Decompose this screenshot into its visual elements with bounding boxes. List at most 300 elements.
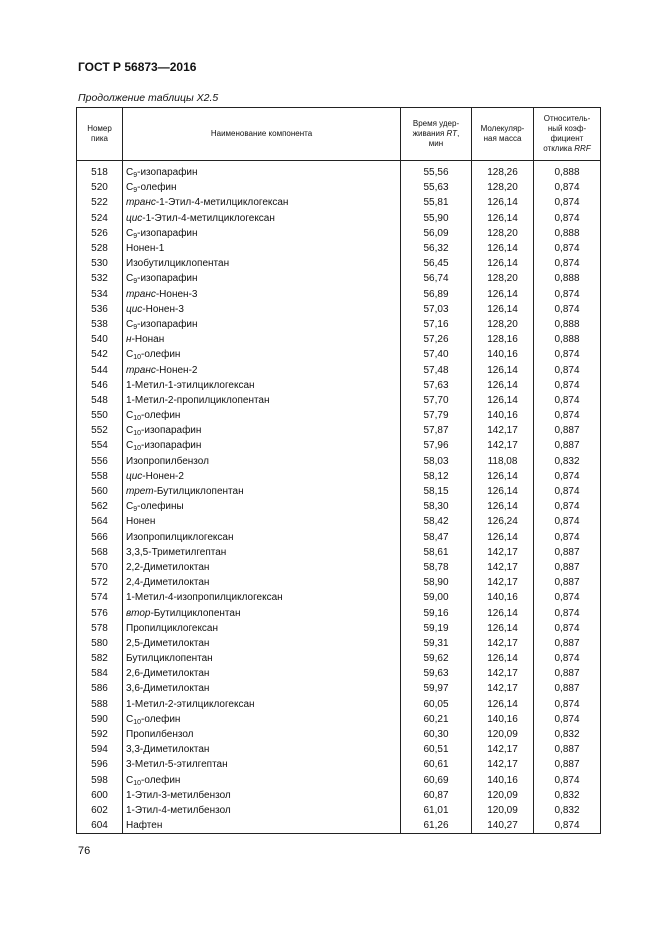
cell-component-name [123, 438, 401, 453]
name-plain: 3-Метил-5-этилгептан [126, 759, 228, 771]
table-row [77, 742, 601, 757]
name-formula-subscript: 9 [133, 506, 138, 514]
cell-peak-number: 548 [77, 393, 123, 408]
cell-molecular-mass: 126,14 [472, 469, 534, 484]
name-plain: Бутилциклопентан [126, 653, 213, 665]
name-formula-subscript: 9 [133, 172, 138, 180]
name-plain: 1-Метил-1-этилциклогексан [126, 379, 255, 391]
cell-rrf: 0,874 [534, 712, 601, 727]
cell-rrf: 0,874 [534, 499, 601, 514]
table-row [77, 408, 601, 423]
name-rest: -изопарафин [137, 227, 198, 239]
cell-rrf: 0,888 [534, 317, 601, 332]
cell-retention-time: 57,40 [401, 347, 472, 362]
name-rest: -Нонен-3 [155, 288, 198, 300]
name-plain: 1-Этил-3-метилбензол [126, 789, 231, 801]
rt-line-3: мин [428, 139, 444, 148]
name-plain: 3,3-Диметилоктан [126, 744, 210, 756]
cell-rrf: 0,874 [534, 211, 601, 226]
table-row [77, 757, 601, 772]
name-prefix-italic: транс [126, 197, 156, 209]
name-prefix-italic: цис [126, 303, 143, 315]
table-row [77, 575, 601, 590]
cell-peak-number: 536 [77, 302, 123, 317]
page-number: 76 [78, 845, 91, 857]
cell-rrf: 0,887 [534, 757, 601, 772]
cell-molecular-mass: 142,17 [472, 423, 534, 438]
cell-molecular-mass: 128,20 [472, 226, 534, 241]
name-rest: -изопарафин [141, 440, 202, 452]
cell-rrf: 0,887 [534, 423, 601, 438]
name-plain: Пропилбензол [126, 729, 194, 741]
name-plain: 3,6-Диметилоктан [126, 683, 210, 695]
cell-rrf: 0,874 [534, 256, 601, 271]
cell-molecular-mass: 120,09 [472, 788, 534, 803]
name-plain: 1-Этил-4-метилбензол [126, 804, 231, 816]
table-row [77, 211, 601, 226]
cell-molecular-mass: 142,17 [472, 757, 534, 772]
cell-peak-number: 556 [77, 454, 123, 469]
cell-retention-time: 55,81 [401, 195, 472, 210]
cell-component-name [123, 803, 401, 818]
cell-retention-time: 58,12 [401, 469, 472, 484]
cell-peak-number: 580 [77, 636, 123, 651]
cell-component-name [123, 347, 401, 362]
name-plain: Изобутилциклопентан [126, 258, 230, 270]
name-formula-subscript: 10 [133, 430, 142, 438]
document-title: ГОСТ Р 56873—2016 [78, 60, 197, 74]
cell-peak-number: 582 [77, 651, 123, 666]
table-row [77, 666, 601, 681]
rt-italic: RT [446, 129, 458, 138]
cell-rrf: 0,874 [534, 393, 601, 408]
cell-component-name [123, 226, 401, 241]
cell-retention-time: 57,03 [401, 302, 472, 317]
name-formula-base: C [126, 318, 134, 330]
name-plain: 1-Метил-2-этилциклогексан [126, 698, 255, 710]
cell-molecular-mass: 128,26 [472, 161, 534, 181]
cell-peak-number: 558 [77, 469, 123, 484]
cell-molecular-mass: 126,14 [472, 605, 534, 620]
cell-retention-time: 59,16 [401, 605, 472, 620]
cell-molecular-mass: 126,14 [472, 256, 534, 271]
cell-peak-number: 562 [77, 499, 123, 514]
name-prefix-italic: цис [126, 212, 143, 224]
cell-retention-time: 56,45 [401, 256, 472, 271]
cell-component-name [123, 469, 401, 484]
table-row [77, 454, 601, 469]
rrf-line-4a: отклика [543, 144, 575, 153]
cell-peak-number: 590 [77, 712, 123, 727]
cell-rrf: 0,874 [534, 530, 601, 545]
name-plain: Нафтен [126, 820, 163, 832]
cell-component-name [123, 818, 401, 834]
rt-line-2b: , [457, 129, 460, 138]
cell-component-name [123, 287, 401, 302]
name-rest: -олефин [141, 713, 181, 725]
cell-molecular-mass: 142,17 [472, 681, 534, 696]
cell-peak-number: 534 [77, 287, 123, 302]
cell-molecular-mass: 140,16 [472, 347, 534, 362]
name-rest: -Бутилциклопентан [153, 486, 244, 498]
cell-molecular-mass: 142,17 [472, 545, 534, 560]
rt-line-2a: живания [412, 129, 447, 138]
cell-molecular-mass: 126,14 [472, 530, 534, 545]
cell-component-name [123, 211, 401, 226]
cell-molecular-mass: 142,17 [472, 560, 534, 575]
name-prefix-italic: транс [126, 288, 156, 300]
table-row [77, 818, 601, 834]
cell-component-name [123, 302, 401, 317]
cell-rrf: 0,888 [534, 271, 601, 286]
mass-line-1: Молекуляр- [480, 124, 525, 133]
header-peak-number: Номер пика [77, 108, 123, 161]
cell-rrf: 0,874 [534, 621, 601, 636]
cell-molecular-mass: 128,20 [472, 317, 534, 332]
name-prefix-italic: цис [126, 470, 143, 482]
name-plain: Изопропилциклогексан [126, 531, 234, 543]
name-prefix-italic: втор [126, 607, 151, 619]
name-formula-base: C [126, 273, 134, 285]
table-caption [78, 92, 218, 104]
cell-retention-time: 55,63 [401, 180, 472, 195]
cell-molecular-mass: 126,14 [472, 651, 534, 666]
cell-rrf: 0,874 [534, 469, 601, 484]
cell-peak-number: 566 [77, 530, 123, 545]
cell-molecular-mass: 140,16 [472, 773, 534, 788]
cell-peak-number: 538 [77, 317, 123, 332]
cell-component-name [123, 180, 401, 195]
cell-retention-time: 58,61 [401, 545, 472, 560]
table-row [77, 499, 601, 514]
cell-peak-number: 564 [77, 514, 123, 529]
cell-component-name [123, 651, 401, 666]
cell-molecular-mass: 120,09 [472, 727, 534, 742]
name-rest: -Нонен-2 [155, 364, 198, 376]
cell-rrf: 0,887 [534, 545, 601, 560]
cell-molecular-mass: 140,16 [472, 408, 534, 423]
cell-peak-number: 570 [77, 560, 123, 575]
name-plain: Нонен [126, 516, 156, 528]
cell-component-name [123, 408, 401, 423]
cell-component-name [123, 727, 401, 742]
cell-molecular-mass: 120,09 [472, 803, 534, 818]
cell-peak-number: 532 [77, 271, 123, 286]
caption-prefix: Продолжение таблицы [78, 92, 197, 104]
cell-component-name [123, 271, 401, 286]
cell-component-name [123, 393, 401, 408]
name-formula-subscript: 10 [133, 718, 142, 726]
cell-component-name [123, 605, 401, 620]
name-plain: 1-Метил-2-пропилциклопентан [126, 394, 270, 406]
cell-retention-time: 59,63 [401, 666, 472, 681]
name-formula-subscript: 9 [133, 278, 138, 286]
cell-retention-time: 60,05 [401, 697, 472, 712]
cell-retention-time: 60,61 [401, 757, 472, 772]
cell-rrf: 0,888 [534, 161, 601, 181]
cell-rrf: 0,874 [534, 818, 601, 834]
name-rest: -олефины [137, 501, 184, 513]
table-row [77, 530, 601, 545]
cell-molecular-mass: 126,14 [472, 241, 534, 256]
name-plain: 2,2-Диметилоктан [126, 561, 210, 573]
cell-rrf: 0,887 [534, 636, 601, 651]
cell-rrf: 0,887 [534, 560, 601, 575]
cell-peak-number: 540 [77, 332, 123, 347]
table-row [77, 271, 601, 286]
table-row [77, 636, 601, 651]
cell-rrf: 0,832 [534, 727, 601, 742]
name-rest: -олефин [141, 349, 181, 361]
cell-molecular-mass: 140,16 [472, 590, 534, 605]
table-row [77, 803, 601, 818]
cell-molecular-mass: 140,16 [472, 712, 534, 727]
name-plain: Пропилциклогексан [126, 622, 219, 634]
cell-molecular-mass: 126,14 [472, 393, 534, 408]
name-rest: -олефин [137, 182, 177, 194]
cell-rrf: 0,874 [534, 651, 601, 666]
table-row [77, 727, 601, 742]
cell-retention-time: 57,87 [401, 423, 472, 438]
cell-component-name [123, 742, 401, 757]
cell-rrf: 0,832 [534, 454, 601, 469]
cell-molecular-mass: 142,17 [472, 575, 534, 590]
name-rest: -Нонен-3 [142, 303, 184, 315]
cell-rrf: 0,874 [534, 241, 601, 256]
cell-component-name [123, 575, 401, 590]
cell-retention-time: 57,96 [401, 438, 472, 453]
table-row [77, 514, 601, 529]
cell-retention-time: 61,26 [401, 818, 472, 834]
table-row [77, 256, 601, 271]
rrf-line-1: Относитель- [543, 114, 591, 123]
cell-peak-number: 604 [77, 818, 123, 834]
cell-retention-time: 56,74 [401, 271, 472, 286]
cell-retention-time: 57,79 [401, 408, 472, 423]
cell-molecular-mass: 128,20 [472, 271, 534, 286]
cell-component-name [123, 530, 401, 545]
table-row [77, 773, 601, 788]
cell-component-name [123, 712, 401, 727]
cell-peak-number: 544 [77, 362, 123, 377]
cell-peak-number: 572 [77, 575, 123, 590]
table-row [77, 681, 601, 696]
cell-molecular-mass: 126,14 [472, 211, 534, 226]
header-molecular-mass [472, 108, 534, 161]
cell-peak-number: 568 [77, 545, 123, 560]
table-row [77, 697, 601, 712]
name-formula-base: C [126, 713, 134, 725]
cell-rrf: 0,874 [534, 590, 601, 605]
cell-component-name [123, 241, 401, 256]
header-retention-time [401, 108, 472, 161]
cell-rrf: 0,874 [534, 180, 601, 195]
cell-retention-time: 57,48 [401, 362, 472, 377]
cell-component-name [123, 636, 401, 651]
cell-peak-number: 528 [77, 241, 123, 256]
cell-component-name [123, 195, 401, 210]
cell-peak-number: 596 [77, 757, 123, 772]
table-row [77, 393, 601, 408]
table-row [77, 621, 601, 636]
cell-component-name [123, 560, 401, 575]
name-formula-subscript: 10 [133, 445, 142, 453]
cell-retention-time: 58,90 [401, 575, 472, 590]
cell-peak-number: 526 [77, 226, 123, 241]
table-row [77, 287, 601, 302]
cell-rrf: 0,887 [534, 575, 601, 590]
cell-peak-number: 602 [77, 803, 123, 818]
cell-component-name [123, 423, 401, 438]
table-row [77, 560, 601, 575]
caption-table-id: X2.5 [196, 92, 219, 104]
cell-component-name [123, 514, 401, 529]
table-row [77, 362, 601, 377]
cell-molecular-mass: 142,17 [472, 666, 534, 681]
rrf-line-2: ный коэф- [547, 124, 587, 133]
cell-component-name [123, 681, 401, 696]
cell-peak-number: 524 [77, 211, 123, 226]
name-formula-subscript: 10 [133, 779, 142, 787]
cell-rrf: 0,887 [534, 681, 601, 696]
table-row [77, 545, 601, 560]
name-formula-base: C [126, 410, 134, 422]
cell-molecular-mass: 126,14 [472, 378, 534, 393]
cell-rrf: 0,832 [534, 803, 601, 818]
cell-retention-time: 59,97 [401, 681, 472, 696]
cell-rrf: 0,874 [534, 514, 601, 529]
name-prefix-italic: н [126, 334, 132, 346]
name-formula-subscript: 9 [133, 232, 138, 240]
cell-retention-time: 56,32 [401, 241, 472, 256]
table-row [77, 788, 601, 803]
cell-molecular-mass: 142,17 [472, 636, 534, 651]
cell-peak-number: 598 [77, 773, 123, 788]
cell-retention-time: 57,63 [401, 378, 472, 393]
cell-peak-number: 552 [77, 423, 123, 438]
table-row [77, 332, 601, 347]
cell-peak-number: 554 [77, 438, 123, 453]
components-table [76, 107, 601, 834]
cell-rrf: 0,874 [534, 302, 601, 317]
cell-retention-time: 60,87 [401, 788, 472, 803]
rrf-italic: RRF [574, 144, 591, 153]
name-formula-base: C [126, 227, 134, 239]
cell-retention-time: 56,89 [401, 287, 472, 302]
cell-rrf: 0,874 [534, 362, 601, 377]
cell-peak-number: 542 [77, 347, 123, 362]
name-formula-base: C [126, 349, 134, 361]
cell-component-name [123, 757, 401, 772]
cell-molecular-mass: 126,14 [472, 302, 534, 317]
cell-component-name [123, 666, 401, 681]
cell-rrf: 0,874 [534, 484, 601, 499]
name-rest: -изопарафин [137, 273, 198, 285]
cell-peak-number: 600 [77, 788, 123, 803]
cell-rrf: 0,874 [534, 378, 601, 393]
table-row [77, 605, 601, 620]
cell-component-name [123, 454, 401, 469]
name-formula-base: C [126, 167, 134, 179]
cell-component-name [123, 332, 401, 347]
cell-peak-number: 546 [77, 378, 123, 393]
cell-molecular-mass: 126,24 [472, 514, 534, 529]
cell-retention-time: 60,30 [401, 727, 472, 742]
name-plain: 2,5-Диметилоктан [126, 637, 210, 649]
name-formula-subscript: 10 [133, 354, 142, 362]
cell-retention-time: 57,70 [401, 393, 472, 408]
name-rest: -изопарафин [137, 318, 198, 330]
table-row [77, 484, 601, 499]
table-row [77, 712, 601, 727]
cell-peak-number: 560 [77, 484, 123, 499]
cell-rrf: 0,874 [534, 408, 601, 423]
cell-component-name [123, 788, 401, 803]
mass-line-2: ная масса [483, 134, 522, 143]
cell-molecular-mass: 126,14 [472, 484, 534, 499]
name-rest: -Бутилциклопентан [150, 607, 241, 619]
cell-component-name [123, 621, 401, 636]
cell-retention-time: 55,90 [401, 211, 472, 226]
table-header-row [77, 108, 601, 161]
cell-component-name [123, 161, 401, 181]
table-row [77, 226, 601, 241]
cell-molecular-mass: 126,14 [472, 697, 534, 712]
name-rest: -изопарафин [141, 425, 202, 437]
name-plain: 2,4-Диметилоктан [126, 577, 210, 589]
name-plain: Изопропилбензол [126, 455, 209, 467]
table-row [77, 590, 601, 605]
cell-rrf: 0,888 [534, 226, 601, 241]
cell-component-name [123, 256, 401, 271]
cell-peak-number: 578 [77, 621, 123, 636]
cell-retention-time: 60,21 [401, 712, 472, 727]
rrf-line-3: фициент [550, 134, 584, 143]
cell-molecular-mass: 126,14 [472, 621, 534, 636]
name-prefix-italic: трет [126, 486, 154, 498]
name-plain: 3,3,5-Триметилгептан [126, 546, 227, 558]
cell-retention-time: 58,03 [401, 454, 472, 469]
cell-peak-number: 550 [77, 408, 123, 423]
cell-retention-time: 55,56 [401, 161, 472, 181]
table-body [77, 161, 601, 834]
cell-molecular-mass: 126,14 [472, 499, 534, 514]
cell-retention-time: 58,42 [401, 514, 472, 529]
name-formula-base: C [126, 501, 134, 513]
name-plain: 1-Метил-4-изопропилциклогексан [126, 592, 283, 604]
cell-rrf: 0,874 [534, 697, 601, 712]
table-row [77, 241, 601, 256]
name-formula-subscript: 10 [133, 415, 142, 423]
cell-retention-time: 58,78 [401, 560, 472, 575]
name-plain: 2,6-Диметилоктан [126, 668, 210, 680]
table-row [77, 651, 601, 666]
cell-retention-time: 61,01 [401, 803, 472, 818]
table-row [77, 378, 601, 393]
table-row [77, 317, 601, 332]
cell-retention-time: 57,26 [401, 332, 472, 347]
name-formula-subscript: 9 [133, 187, 138, 195]
cell-retention-time: 60,69 [401, 773, 472, 788]
name-formula-base: C [126, 182, 134, 194]
cell-retention-time: 57,16 [401, 317, 472, 332]
cell-rrf: 0,874 [534, 287, 601, 302]
cell-retention-time: 59,62 [401, 651, 472, 666]
cell-peak-number: 574 [77, 590, 123, 605]
cell-molecular-mass: 128,20 [472, 180, 534, 195]
cell-molecular-mass: 126,14 [472, 362, 534, 377]
cell-molecular-mass: 128,16 [472, 332, 534, 347]
